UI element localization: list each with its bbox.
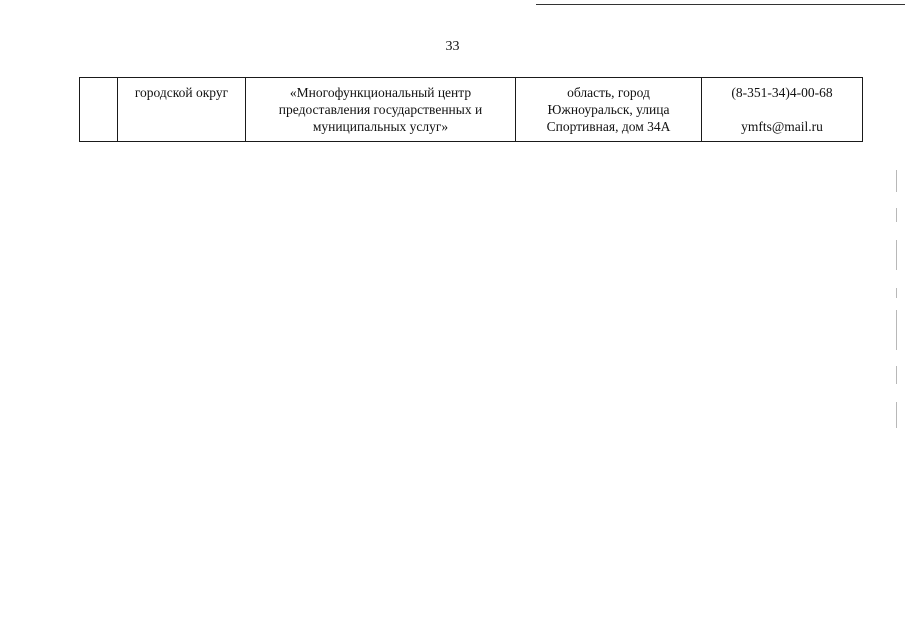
- organization-line-3: муниципальных услуг»: [312, 119, 449, 134]
- organization-line-2: предоставления государственных и: [278, 102, 483, 117]
- address-line-3: Спортивная, дом 34А: [546, 119, 671, 134]
- contacts-cell: [702, 78, 863, 142]
- district-cell: [118, 78, 246, 142]
- mfc-table: [79, 77, 863, 142]
- address-line-1: область, город: [567, 85, 650, 100]
- organization-cell: [246, 78, 516, 142]
- phone-number: (8-351-34)4-00-68: [731, 85, 833, 100]
- table-row: [80, 78, 863, 142]
- row-index-cell: [80, 78, 118, 142]
- email-address: ymfts@mail.ru: [741, 119, 823, 134]
- district-text: городской округ: [134, 85, 229, 100]
- page-number: 33: [445, 39, 460, 54]
- address-line-2: Южноуральск, улица: [547, 102, 670, 117]
- address-cell: [516, 78, 702, 142]
- top-border-line: [536, 4, 905, 5]
- contacts-spacer: [706, 101, 858, 118]
- scan-edge-marks: [893, 170, 901, 450]
- organization-line-1: «Многофункциональный центр: [289, 85, 472, 100]
